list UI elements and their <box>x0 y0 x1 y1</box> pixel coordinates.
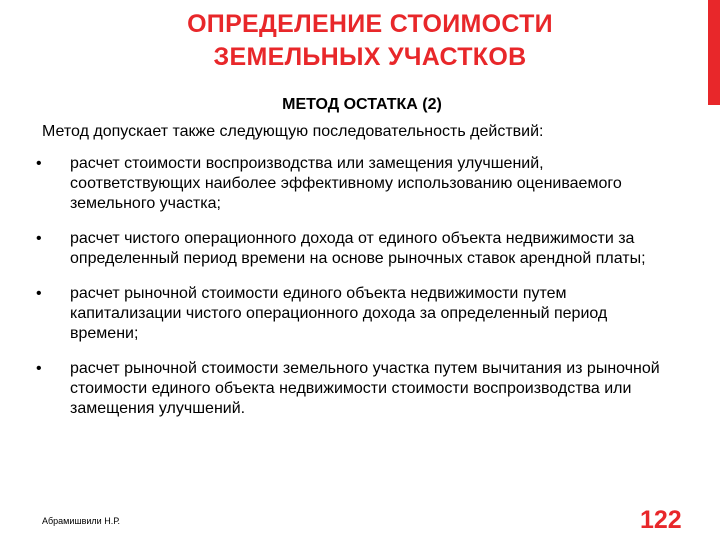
author-footer: Абрамишвили Н.Р. <box>42 516 120 526</box>
bullet-icon: • <box>36 285 42 302</box>
bullet-item <box>36 229 666 269</box>
bullet-item <box>36 154 666 214</box>
accent-bar <box>708 0 720 105</box>
bullet-text: расчет чистого операционного дохода от единого объекта недвижимости за определенный период времени на основе рыночных ставок арендной платы; <box>70 230 646 267</box>
bullet-icon: • <box>36 360 42 377</box>
bullet-list <box>36 154 666 434</box>
slide-title-line: ЗЕМЕЛЬНЫХ УЧАСТКОВ <box>213 43 527 71</box>
bullet-icon: • <box>36 155 42 172</box>
slide-title-line: ОПРЕДЕЛЕНИЕ СТОИМОСТИ <box>187 10 553 38</box>
bullet-text: расчет рыночной стоимости земельного участка путем вычитания из рыночной стоимости единого объекта недвижимости стоимости воспроизводства или замещения улучшений. <box>70 360 660 417</box>
slide-subtitle-text: МЕТОД ОСТАТКА (2) <box>282 96 442 113</box>
slide-title <box>100 8 640 74</box>
bullet-text: расчет рыночной стоимости единого объекта недвижимости путем капитализации чистого операционного дохода за определенный период времени; <box>70 285 608 342</box>
bullet-text: расчет стоимости воспроизводства или замещения улучшений, соответствующих наиболее эффективному использованию оцениваемого земельного участка; <box>70 155 622 212</box>
bullet-icon: • <box>36 230 42 247</box>
page-number: 122 <box>640 506 682 534</box>
bullet-item <box>36 284 666 344</box>
slide-subtitle <box>0 95 720 115</box>
bullet-item <box>36 359 666 419</box>
intro-text: Метод допускает также следующую последовательность действий: <box>42 123 544 140</box>
